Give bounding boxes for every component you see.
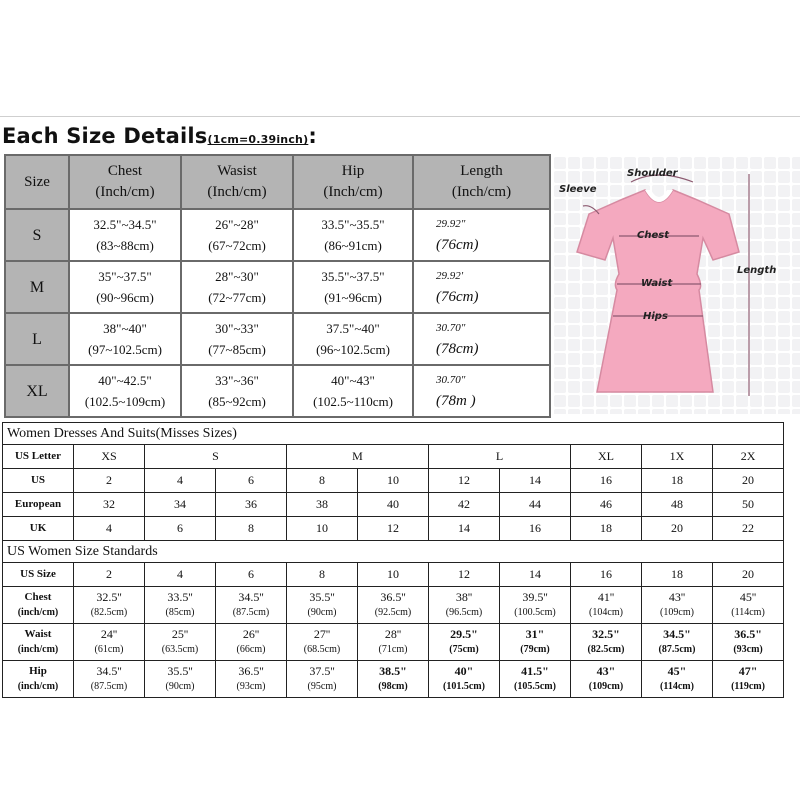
chest-cm: (97~102.5cm) — [88, 342, 162, 357]
table-cell: 10 — [358, 563, 429, 587]
cell-inch: 24'' — [100, 627, 118, 641]
cell-cm: (87.5cm) — [232, 607, 270, 618]
table-cell: 44 — [500, 493, 571, 517]
title-colon: : — [308, 124, 317, 148]
letter-xl: XL — [571, 445, 642, 469]
table-cell: 2 — [74, 469, 145, 493]
length-cm: (76cm) — [436, 289, 479, 305]
cell-inch: 27'' — [313, 627, 331, 641]
row-label: European — [3, 493, 74, 517]
table-cell: 18 — [571, 517, 642, 541]
size-cell: L — [5, 313, 69, 365]
cell-inch: 34.5" — [663, 627, 691, 641]
cell-inch: 33.5'' — [167, 590, 193, 604]
unit-conversion-note: (1cm=0.39inch) — [207, 133, 309, 146]
header-chest-unit: (Inch/cm) — [95, 184, 155, 200]
table-cell — [145, 661, 216, 698]
cell-inch: 32.5" — [592, 627, 620, 641]
table-cell — [500, 624, 571, 661]
table-cell: 12 — [358, 517, 429, 541]
table-cell: 20 — [713, 469, 784, 493]
chest-cell — [69, 209, 181, 261]
table-cell: 48 — [642, 493, 713, 517]
table-cell — [74, 587, 145, 624]
cell-cm: (85cm) — [165, 607, 195, 618]
waist-inch: 33"~36" — [215, 373, 259, 388]
row-label-name: Chest — [24, 591, 52, 603]
size-row-xl — [5, 365, 550, 417]
label-sleeve: Sleeve — [559, 184, 597, 195]
cell-cm: (100.5cm) — [514, 607, 556, 618]
table-cell: 14 — [500, 469, 571, 493]
header-length-label: Length — [460, 163, 503, 179]
chest-cm: (102.5~109cm) — [84, 394, 166, 409]
cell-cm: (114cm) — [731, 607, 765, 618]
length-inch: 30.70" — [436, 322, 466, 334]
table-cell: 4 — [145, 563, 216, 587]
letter-s: S — [145, 445, 287, 469]
header-hip — [293, 155, 413, 209]
label-hips: Hips — [643, 311, 668, 322]
cell-inch: 41'' — [597, 590, 615, 604]
header-length-unit: (Inch/cm) — [451, 184, 512, 200]
cell-cm: (93cm) — [733, 644, 763, 655]
table-cell: 18 — [642, 469, 713, 493]
table-cell: 50 — [713, 493, 784, 517]
length-inch: 30.70" — [436, 374, 466, 386]
table-cell — [287, 624, 358, 661]
table-cell — [74, 624, 145, 661]
table-cell — [713, 624, 784, 661]
table-cell — [571, 624, 642, 661]
standards-table-caption: US Women Size Standards — [3, 541, 784, 563]
cell-cm: (90cm) — [307, 607, 337, 618]
cell-inch: 45" — [667, 664, 687, 678]
length-cell — [413, 209, 550, 261]
table-cell: 6 — [216, 563, 287, 587]
cell-inch: 43'' — [668, 590, 686, 604]
cell-cm: (109cm) — [588, 681, 624, 692]
cell-cm: (82.5cm) — [90, 607, 128, 618]
chest-cm: (90~96cm) — [96, 290, 154, 305]
header-hip-label: Hip — [341, 163, 365, 179]
waist-cell — [181, 261, 293, 313]
table-cell: 20 — [713, 563, 784, 587]
table-cell — [571, 587, 642, 624]
cell-inch: 29.5" — [450, 627, 478, 641]
cell-cm: (68.5cm) — [303, 644, 341, 655]
cell-inch: 38.5" — [379, 664, 407, 678]
row-label-unit: (inch/cm) — [17, 607, 59, 618]
cell-cm: (87.5cm) — [658, 644, 696, 655]
cell-cm: (96.5cm) — [445, 607, 483, 618]
waist-cell — [181, 365, 293, 417]
size-cell: M — [5, 261, 69, 313]
cell-inch: 32.5'' — [96, 590, 122, 604]
table-cell — [216, 624, 287, 661]
table-cell: 10 — [358, 469, 429, 493]
length-cell — [413, 365, 550, 417]
size-row-m — [5, 261, 550, 313]
row-label — [3, 587, 74, 624]
table-cell: 14 — [500, 563, 571, 587]
uk-row — [3, 517, 784, 541]
table-cell — [571, 661, 642, 698]
waist-cell — [181, 313, 293, 365]
waist-cell — [181, 209, 293, 261]
header-waist-unit: (Inch/cm) — [207, 184, 267, 200]
cell-cm: (105.5cm) — [514, 681, 556, 692]
table-cell: 4 — [145, 469, 216, 493]
letter-xs: XS — [74, 445, 145, 469]
cell-inch: 37.5'' — [309, 664, 335, 678]
cell-cm: (119cm) — [731, 681, 765, 692]
top-divider — [0, 116, 800, 117]
table-cell — [429, 624, 500, 661]
letter-l: L — [429, 445, 571, 469]
table-cell — [642, 661, 713, 698]
letter-2x: 2X — [713, 445, 784, 469]
hip-inch: 40"~43" — [331, 373, 375, 388]
cell-cm: (90cm) — [165, 681, 195, 692]
us-row — [3, 469, 784, 493]
table-cell: 14 — [429, 517, 500, 541]
table-cell: 40 — [358, 493, 429, 517]
cell-cm: (87.5cm) — [90, 681, 128, 692]
table-cell — [713, 587, 784, 624]
label-length: Length — [737, 265, 777, 276]
waist-cm: (67~72cm) — [208, 238, 266, 253]
size-details-table — [4, 154, 551, 418]
cell-cm: (71cm) — [378, 644, 408, 655]
table-cell — [216, 661, 287, 698]
chest-inch: 40"~42.5" — [98, 373, 152, 388]
size-cell: S — [5, 209, 69, 261]
length-inch: 29.92' — [436, 270, 464, 282]
size-conversion-tables — [2, 422, 784, 698]
standards-caption-row — [3, 541, 784, 563]
waist-row — [3, 624, 784, 661]
waist-cm: (85~92cm) — [208, 394, 266, 409]
table-cell — [500, 587, 571, 624]
table-cell: 34 — [145, 493, 216, 517]
header-chest — [69, 155, 181, 209]
waist-inch: 28"~30" — [215, 269, 259, 284]
label-waist: Waist — [641, 278, 673, 289]
table-cell — [500, 661, 571, 698]
table-cell — [429, 661, 500, 698]
cell-inch: 40" — [454, 664, 474, 678]
waist-inch: 30"~33" — [215, 321, 259, 336]
hip-cm: (91~96cm) — [324, 290, 382, 305]
waist-cm: (72~77cm) — [208, 290, 266, 305]
hip-cell — [293, 365, 413, 417]
header-chest-label: Chest — [107, 163, 143, 179]
table-cell: 10 — [287, 517, 358, 541]
chest-cell — [69, 261, 181, 313]
row-label: US Letter — [3, 445, 74, 469]
row-label-unit: (inch/cm) — [17, 681, 59, 692]
cell-cm: (104cm) — [589, 607, 623, 618]
table-cell — [74, 661, 145, 698]
us-size-row — [3, 563, 784, 587]
row-label-name: Waist — [24, 628, 52, 640]
cell-cm: (98cm) — [378, 681, 408, 692]
us-letter-row — [3, 445, 784, 469]
dress-measurement-diagram — [553, 156, 800, 414]
letter-1x: 1X — [642, 445, 713, 469]
hip-inch: 37.5"~40" — [326, 321, 380, 336]
title-main: Each Size Details — [2, 124, 208, 148]
row-label — [3, 661, 74, 698]
length-cell — [413, 261, 550, 313]
header-waist — [181, 155, 293, 209]
cell-inch: 35.5'' — [309, 590, 335, 604]
row-label: US — [3, 469, 74, 493]
table-cell: 20 — [642, 517, 713, 541]
table-cell: 8 — [287, 469, 358, 493]
table-cell: 16 — [571, 469, 642, 493]
table-cell — [358, 587, 429, 624]
label-chest: Chest — [637, 230, 669, 241]
chest-cm: (83~88cm) — [96, 238, 154, 253]
hip-inch: 35.5"~37.5" — [321, 269, 385, 284]
table-cell: 16 — [571, 563, 642, 587]
table-cell — [642, 587, 713, 624]
cell-inch: 25'' — [171, 627, 189, 641]
table-cell: 8 — [287, 563, 358, 587]
table-cell: 12 — [429, 563, 500, 587]
row-label: US Size — [3, 563, 74, 587]
row-label-unit: (inch/cm) — [17, 644, 59, 655]
header-waist-label: Wasist — [217, 163, 257, 179]
table-cell — [216, 587, 287, 624]
dresses-caption-row — [3, 423, 784, 445]
table-cell: 22 — [713, 517, 784, 541]
cell-cm: (101.5cm) — [443, 681, 485, 692]
table-cell: 42 — [429, 493, 500, 517]
cell-cm: (92.5cm) — [374, 607, 412, 618]
cell-inch: 34.5'' — [96, 664, 122, 678]
table-cell — [713, 661, 784, 698]
cell-inch: 39.5'' — [522, 590, 548, 604]
size-cell: XL — [5, 365, 69, 417]
table-cell — [429, 587, 500, 624]
hip-inch: 33.5"~35.5" — [321, 217, 385, 232]
size-details-header-row — [5, 155, 550, 209]
table-cell — [358, 624, 429, 661]
chest-row — [3, 587, 784, 624]
hip-row — [3, 661, 784, 698]
row-label — [3, 624, 74, 661]
cell-inch: 26'' — [242, 627, 260, 641]
hip-cm: (96~102.5cm) — [316, 342, 390, 357]
cell-cm: (66cm) — [236, 644, 266, 655]
hip-cell — [293, 261, 413, 313]
table-cell: 6 — [216, 469, 287, 493]
table-cell: 36 — [216, 493, 287, 517]
table-cell — [145, 587, 216, 624]
european-row — [3, 493, 784, 517]
table-cell: 18 — [642, 563, 713, 587]
table-cell: 2 — [74, 563, 145, 587]
waist-inch: 26"~28" — [215, 217, 259, 232]
row-label: UK — [3, 517, 74, 541]
cell-inch: 28'' — [384, 627, 402, 641]
length-cm: (78m ) — [436, 393, 476, 409]
cell-cm: (95cm) — [307, 681, 337, 692]
table-cell: 12 — [429, 469, 500, 493]
length-cell — [413, 313, 550, 365]
letter-m: M — [287, 445, 429, 469]
table-cell: 6 — [145, 517, 216, 541]
header-hip-unit: (Inch/cm) — [323, 184, 383, 200]
waist-cm: (77~85cm) — [208, 342, 266, 357]
cell-cm: (82.5cm) — [587, 644, 625, 655]
table-cell — [145, 624, 216, 661]
hip-cm: (102.5~110cm) — [313, 394, 393, 409]
table-cell — [287, 661, 358, 698]
cell-cm: (109cm) — [660, 607, 694, 618]
dresses-table-caption: Women Dresses And Suits(Misses Sizes) — [3, 423, 784, 445]
cell-inch: 41.5" — [521, 664, 549, 678]
header-size: Size — [5, 155, 69, 209]
chest-inch: 32.5"~34.5" — [93, 217, 157, 232]
table-cell: 32 — [74, 493, 145, 517]
chest-inch: 35"~37.5" — [98, 269, 152, 284]
row-label-name: Hip — [29, 665, 47, 677]
length-cm: (76cm) — [436, 237, 479, 253]
cell-inch: 45'' — [739, 590, 757, 604]
table-cell: 46 — [571, 493, 642, 517]
chest-cell — [69, 365, 181, 417]
hip-cell — [293, 209, 413, 261]
cell-cm: (75cm) — [449, 644, 479, 655]
size-row-l — [5, 313, 550, 365]
table-cell: 4 — [74, 517, 145, 541]
cell-inch: 31" — [525, 627, 545, 641]
cell-inch: 34.5'' — [238, 590, 264, 604]
hip-cm: (86~91cm) — [324, 238, 382, 253]
hip-cell — [293, 313, 413, 365]
cell-cm: (93cm) — [236, 681, 266, 692]
cell-inch: 36.5'' — [238, 664, 264, 678]
cell-inch: 36.5'' — [380, 590, 406, 604]
table-cell: 16 — [500, 517, 571, 541]
page-title — [2, 124, 317, 148]
chest-cell — [69, 313, 181, 365]
table-cell: 8 — [216, 517, 287, 541]
table-cell — [358, 661, 429, 698]
cell-cm: (114cm) — [660, 681, 694, 692]
cell-inch: 43" — [596, 664, 616, 678]
size-row-s — [5, 209, 550, 261]
length-inch: 29.92" — [436, 218, 466, 230]
cell-cm: (63.5cm) — [161, 644, 199, 655]
cell-cm: (79cm) — [520, 644, 550, 655]
cell-inch: 36.5" — [734, 627, 762, 641]
cell-inch: 35.5'' — [167, 664, 193, 678]
length-cm: (78cm) — [436, 341, 479, 357]
table-cell — [642, 624, 713, 661]
cell-cm: (61cm) — [94, 644, 124, 655]
chest-inch: 38"~40" — [103, 321, 147, 336]
label-shoulder: Shoulder — [627, 168, 678, 179]
header-length — [413, 155, 550, 209]
table-cell: 38 — [287, 493, 358, 517]
cell-inch: 47" — [738, 664, 758, 678]
table-cell — [287, 587, 358, 624]
cell-inch: 38'' — [455, 590, 473, 604]
